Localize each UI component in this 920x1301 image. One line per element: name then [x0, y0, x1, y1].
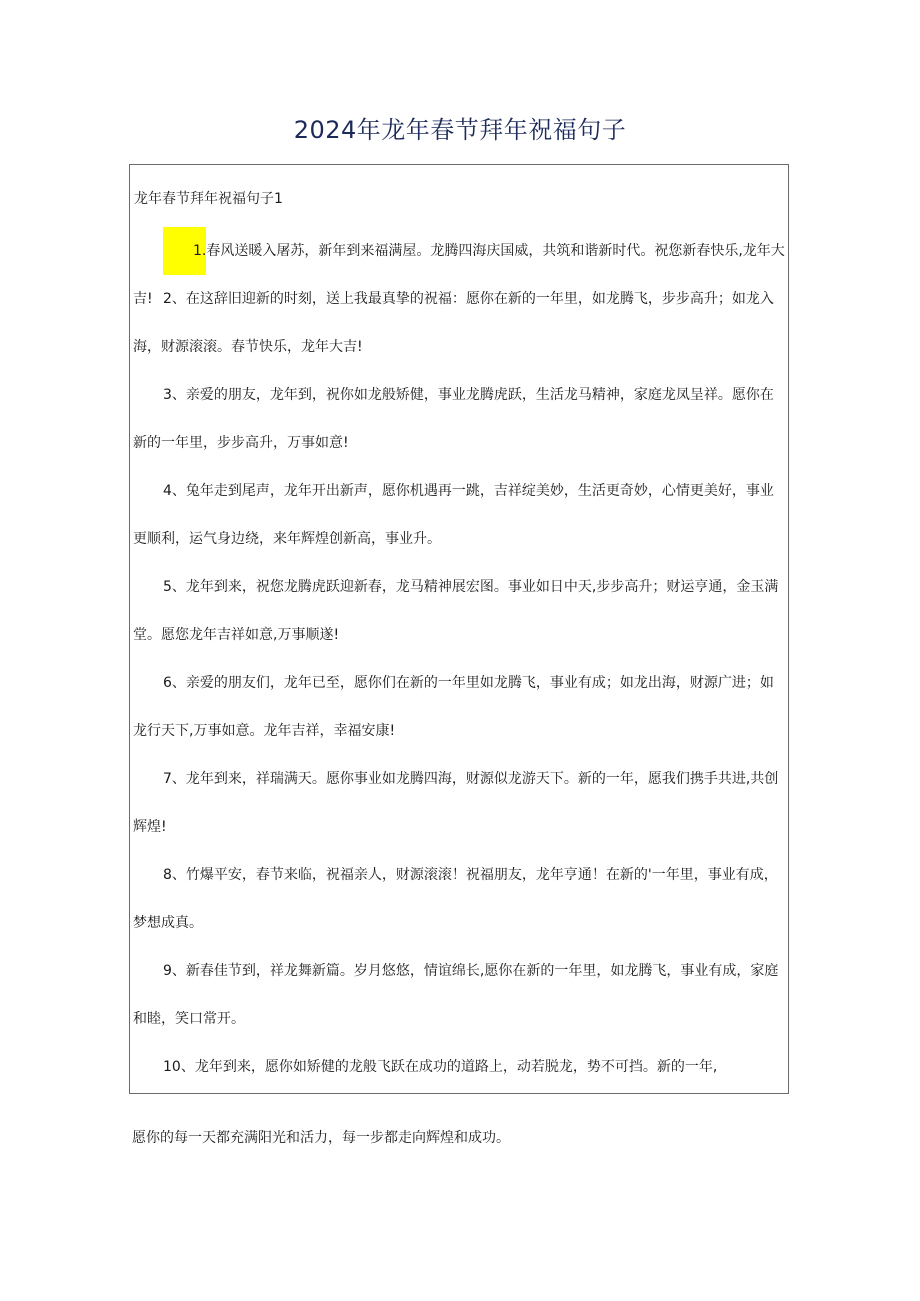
paragraph-text: 春风送暖入屠苏，新年到来福满屋。龙腾四海庆国威，共筑和谐新时代。祝您新春快乐,龙年大吉!	[133, 243, 785, 307]
paragraph-text: 龙年到来，愿你如矫健的龙般飞跃在成功的道路上，动若脱龙，势不可挡。新的一年,	[194, 1059, 718, 1075]
paragraph-text: 在这辞旧迎新的时刻，送上我最真挚的祝福：愿你在新的一年里，如龙腾飞，步步高升；如龙入海，财源滚滚。春节快乐，龙年大吉!	[133, 291, 774, 355]
paragraph-text: 竹爆平安，春节来临，祝福亲人，财源滚滚！祝福朋友，龙年亨通！在新的'一年里，事业有成，梦想成真。	[133, 867, 778, 931]
paragraph-number: 5、	[163, 579, 186, 595]
paragraph-number: 2、	[163, 291, 186, 307]
blessing-paragraph-5	[133, 563, 787, 659]
blessing-paragraph-4	[133, 467, 787, 563]
paragraph-continuation: 愿你的每一天都充满阳光和活力，每一步都走向辉煌和成功。	[132, 1130, 510, 1146]
paragraph-text: 新春佳节到，祥龙舞新篇。岁月悠悠，情谊绵长,愿你在新的一年里，如龙腾飞，事业有成，家庭和睦，笑口常开。	[133, 963, 779, 1027]
paragraph-text: 兔年走到尾声，龙年开出新声，愿你机遇再一跳，吉祥绽美妙，生活更奇妙，心情更美好，事业更顺利，运气身边绕，来年辉煌创新高，事业升。	[133, 483, 774, 547]
blessing-paragraph-10	[133, 1043, 787, 1091]
document-title: 2024年龙年春节拜年祝福句子	[293, 116, 627, 144]
blessing-paragraph-9	[133, 947, 787, 1043]
section-heading: 龙年春节拜年祝福句子1	[134, 191, 283, 207]
paragraph-text: 龙年到来，祝您龙腾虎跃迎新春，龙马精神展宏图。事业如日中天,步步高升；财运亨通，金玉满堂。愿您龙年吉祥如意,万事顺遂!	[133, 579, 779, 643]
paragraph-number: 7、	[163, 771, 186, 787]
paragraph-text: 亲爱的朋友们，龙年已至，愿你们在新的一年里如龙腾飞，事业有成；如龙出海，财源广进；如龙行天下,万事如意。龙年吉祥，幸福安康!	[133, 675, 774, 739]
paragraph-number: 10、	[163, 1059, 195, 1075]
paragraph-number: 8、	[163, 867, 186, 883]
paragraph-text: 龙年到来，祥瑞满天。愿你事业如龙腾四海，财源似龙游天下。新的一年，愿我们携手共进,共创辉煌!	[133, 771, 779, 835]
blessing-paragraph-6	[133, 659, 787, 755]
paragraph-number: 3、	[163, 387, 186, 403]
blessing-paragraph-8	[133, 851, 787, 947]
paragraph-number: 4、	[163, 483, 186, 499]
paragraph-text: 亲爱的朋友，龙年到，祝你如龙般矫健，事业龙腾虎跃，生活龙马精神，家庭龙凤呈祥。愿你在新的一年里，步步高升，万事如意!	[133, 387, 774, 451]
paragraph-number: 9、	[163, 963, 186, 979]
content-table-cell	[129, 164, 789, 1094]
blessing-paragraph-3	[133, 371, 787, 467]
paragraph-number-highlighted: 1.	[163, 227, 206, 275]
blessing-paragraph-2	[133, 275, 787, 371]
paragraph-number: 6、	[163, 675, 186, 691]
blessing-paragraph-7	[133, 755, 787, 851]
